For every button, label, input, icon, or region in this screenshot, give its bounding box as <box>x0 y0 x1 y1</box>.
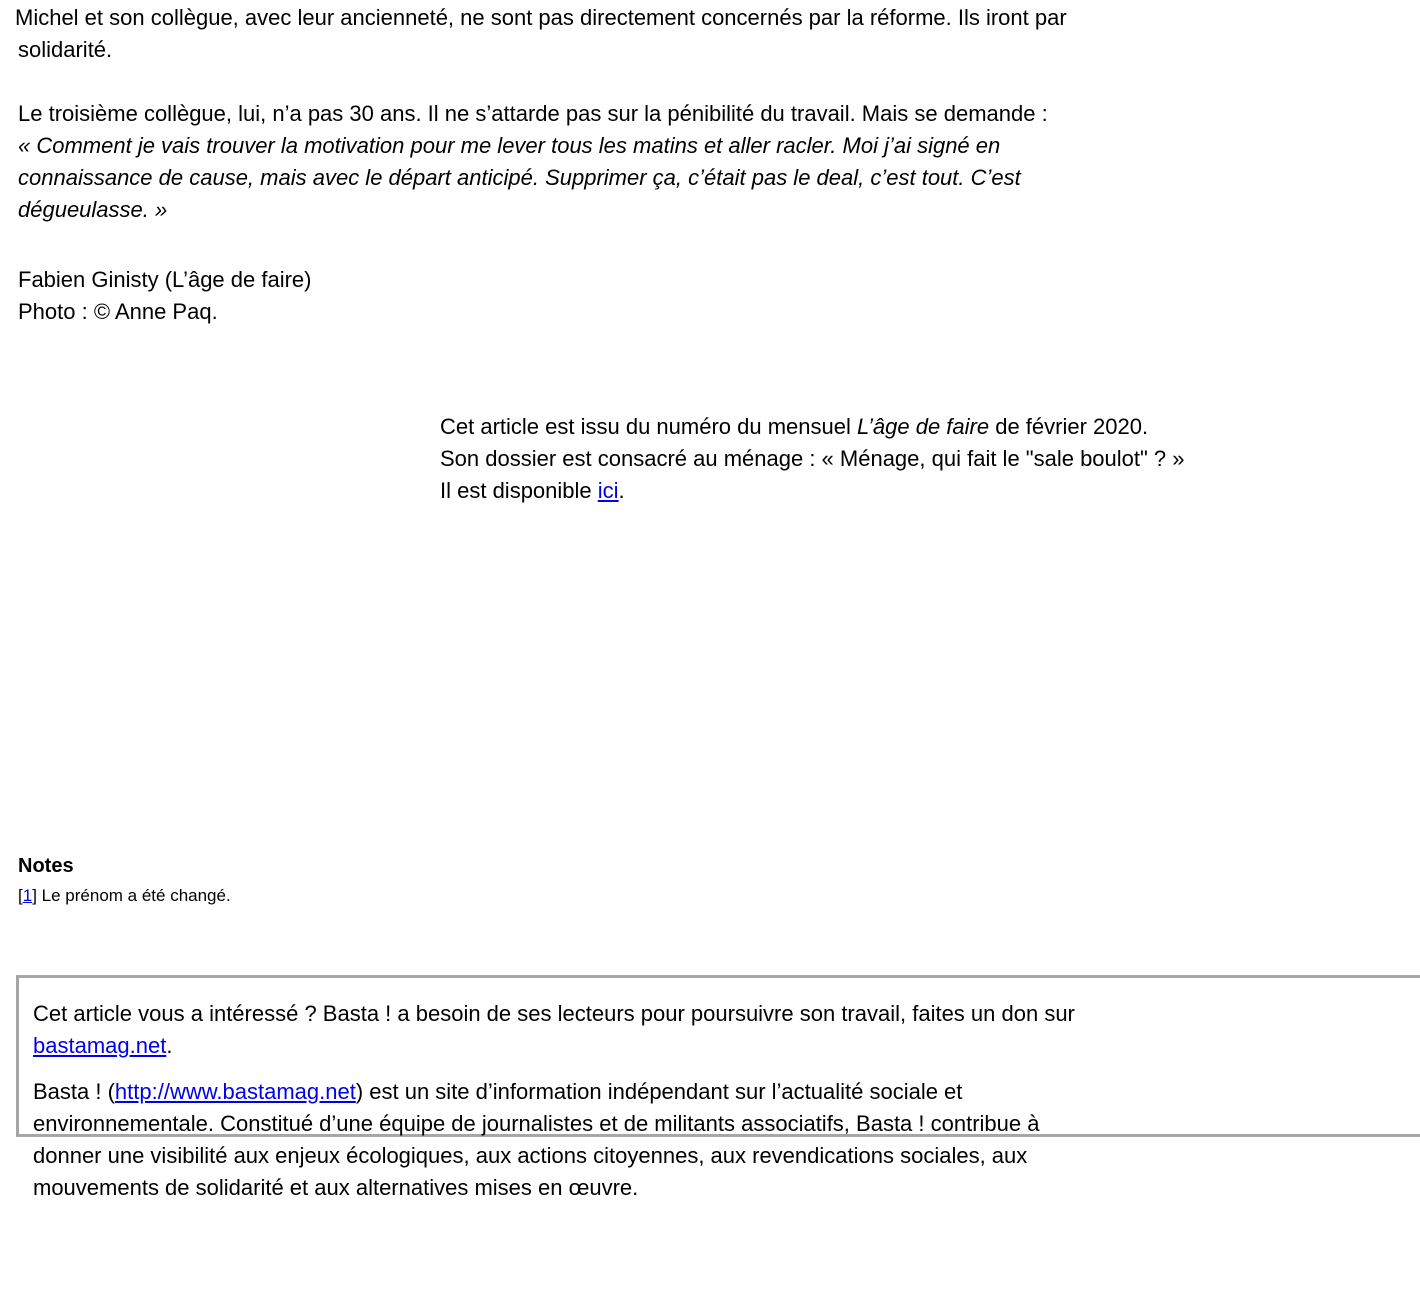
intro-paragraph <box>15 2 1067 66</box>
donate-box <box>16 975 1420 1200</box>
about-line-3: donner une visibilité aux enjeux écologiques, aux actions citoyennes, aux revendications sociales, aux <box>33 1143 1028 1168</box>
note-item <box>18 870 231 910</box>
about-line-2: environnementale. Constitué d’une équipe de journalistes et de militants associatifs, Basta ! contribue à <box>33 1111 1040 1136</box>
inset-line-3 <box>440 475 1185 507</box>
note-bracket-open: [ <box>18 886 23 905</box>
magazine-title: L’âge de faire <box>856 414 990 439</box>
third-line-1: Le troisième collègue, lui, n’a pas 30 ans. Il ne s’attarde pas sur la pénibilité du travail. Mais se demande : <box>18 101 1048 126</box>
photo-credit: Photo : © Anne Paq. <box>18 299 218 324</box>
bastamag-link[interactable]: bastamag.net <box>33 1033 167 1058</box>
quote-line-3: dégueulasse. » <box>18 197 168 222</box>
third-colleague-paragraph <box>18 98 1048 226</box>
about-paragraph <box>33 1076 1420 1204</box>
note-ref-link[interactable]: 1 <box>22 886 33 905</box>
donate-line-1: Cet article vous a intéressé ? Basta ! a besoin de ses lecteurs pour poursuivre son travail, faites un don sur <box>33 1001 1075 1026</box>
source-inset <box>440 411 1185 507</box>
quote-line-2: connaissance de cause, mais avec le départ anticipé. Supprimer ça, c’était pas le deal, c’est tout. C’est <box>18 165 1021 190</box>
about-line-1-after: ) est un site d’information indépendant sur l’actualité sociale et <box>355 1079 963 1104</box>
inset-line-2: Son dossier est consacré au ménage : « Ménage, qui fait le "sale boulot" ? » <box>440 446 1185 471</box>
donate-line-2 <box>33 1030 1420 1062</box>
inset-line-3-after: . <box>618 478 625 503</box>
author-credit: Fabien Ginisty (L’âge de faire) <box>18 267 312 292</box>
ici-link[interactable]: ici <box>597 478 619 503</box>
note-bracket-close: ] <box>32 886 37 905</box>
donate-paragraph <box>33 998 1420 1062</box>
inset-line-1-after: de février 2020. <box>989 414 1149 439</box>
credits-paragraph <box>18 264 312 328</box>
inset-line-1 <box>440 411 1185 443</box>
about-line-4: mouvements de solidarité et aux alternatives mises en œuvre. <box>33 1175 639 1200</box>
notes-heading: Notes <box>18 855 74 877</box>
donate-line-2-after: . <box>166 1033 173 1058</box>
inset-line-1-before: Cet article est issu du numéro du mensuel <box>440 414 857 439</box>
intro-line-1: Michel et son collègue, avec leur ancienneté, ne sont pas directement concernés par la réforme. Ils iront par <box>15 5 1067 30</box>
intro-line-2: solidarité. <box>18 37 113 62</box>
inset-line-3-before: Il est disponible <box>440 478 598 503</box>
about-line-1-before: Basta ! ( <box>33 1079 115 1104</box>
bastamag-url-link[interactable]: http://www.bastamag.net <box>114 1079 356 1104</box>
quote-line-1: « Comment je vais trouver la motivation pour me lever tous les matins et aller racler. Moi j’ai signé en <box>18 133 1001 158</box>
note-text: Le prénom a été changé. <box>36 886 231 905</box>
about-line-1 <box>33 1076 1420 1108</box>
